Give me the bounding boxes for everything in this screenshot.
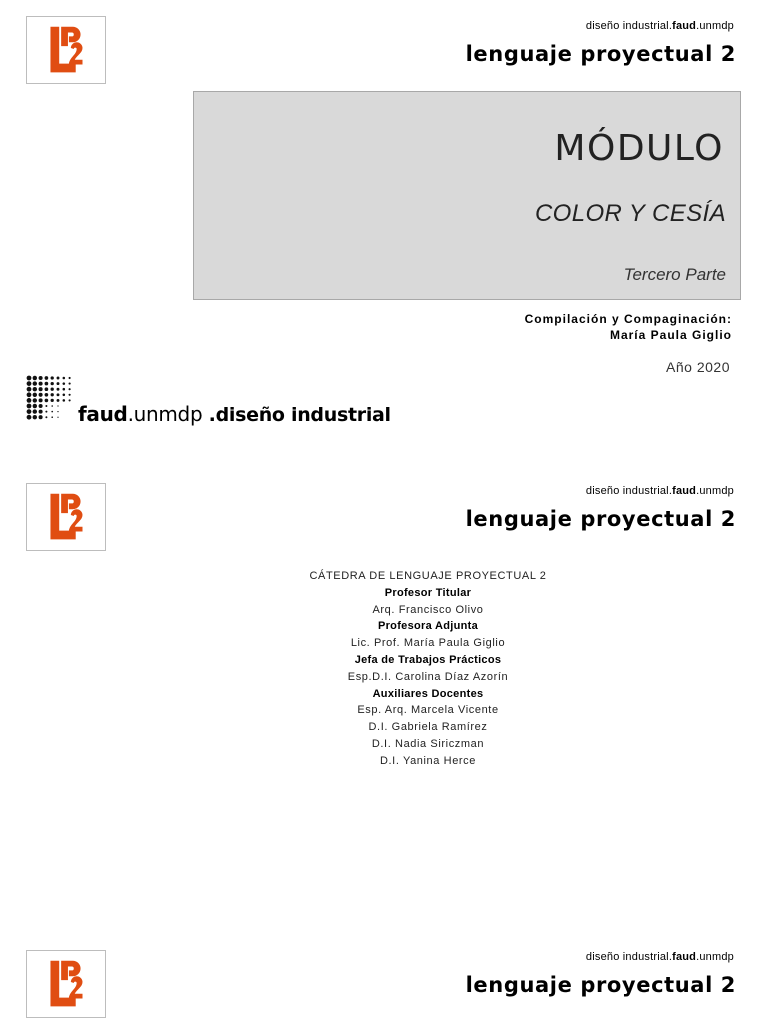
credits-role: Profesor Titular: [384, 586, 472, 599]
faud-dot: [33, 387, 37, 391]
faud-dot: [39, 415, 43, 419]
header-dept-suffix: .unmdp: [696, 20, 734, 32]
credits-role: Jefa de Trabajos Prácticos: [354, 653, 502, 666]
faud-dot: [57, 388, 60, 391]
credits-person: Lic. Prof. María Paula Giglio: [350, 637, 506, 650]
faud-dot: [39, 387, 43, 391]
faud-dot: [45, 416, 47, 418]
faud-dot: [27, 392, 32, 397]
faculty-credits: [200, 568, 656, 770]
faud-dot: [27, 409, 32, 414]
credits-role: Profesora Adjunta: [377, 620, 479, 633]
header-department: [586, 485, 734, 497]
faud-logo-text: [78, 402, 391, 426]
faud-logo: [26, 375, 426, 425]
credits-person: D.I. Yanina Herce: [379, 754, 476, 767]
faud-dot: [33, 409, 37, 413]
faud-logo-suffix: .diseño industrial: [202, 404, 391, 426]
faud-dot: [51, 416, 53, 418]
header-dept-bold: faud: [672, 485, 697, 497]
faud-dot: [45, 387, 49, 391]
faud-dot: [33, 376, 37, 380]
faud-dot: [39, 376, 43, 380]
module-title-rest: ÓDULO: [586, 128, 724, 169]
faud-dot: [27, 398, 32, 403]
faud-logo-bold: faud: [78, 402, 128, 426]
page-title: lenguaje proyectual 2: [465, 507, 736, 531]
faud-dot: [27, 376, 32, 381]
faud-dot: [39, 382, 43, 386]
faud-dot: [57, 417, 58, 418]
faud-dot: [27, 415, 32, 420]
credits-heading: CÁTEDRA DE LENGUAJE PROYECTUAL 2: [309, 570, 547, 582]
faud-dot: [57, 411, 58, 412]
faud-dot: [39, 393, 43, 397]
faud-dot: [51, 382, 54, 385]
faud-dot: [33, 404, 37, 408]
header-dept-bold: faud: [672, 951, 697, 963]
year-label: Año 2020: [666, 359, 730, 375]
faud-dot: [69, 383, 71, 385]
faud-dot: [45, 382, 49, 386]
page-title: lenguaje proyectual 2: [465, 42, 736, 66]
faud-dot: [57, 405, 58, 406]
compilation-credit: [525, 311, 732, 343]
faud-dot: [63, 394, 66, 397]
module-box: [193, 91, 741, 300]
faud-dot: [33, 393, 37, 397]
faud-dot: [69, 377, 71, 379]
header-dept-text: diseño industrial.: [585, 951, 673, 963]
header-dept-suffix: .unmdp: [696, 951, 734, 963]
faud-dot: [45, 393, 49, 397]
module-title-first: M: [554, 128, 587, 169]
faud-dots-icon: [26, 375, 76, 421]
faud-dot: [39, 398, 43, 402]
header-dept-text: diseño industrial.: [585, 485, 673, 497]
faud-dot: [45, 376, 49, 380]
compilation-label: Compilación y Compaginación:: [524, 312, 732, 326]
faud-dot: [63, 377, 66, 380]
lp2-logo-icon: [26, 483, 106, 551]
faud-dot: [27, 404, 32, 409]
faud-dot: [63, 388, 66, 391]
header-department: [586, 951, 734, 963]
faud-dot: [27, 387, 32, 392]
lp2-logo-icon: [26, 16, 106, 84]
faud-dot: [69, 394, 71, 396]
faud-dot: [57, 377, 60, 380]
faud-dot: [57, 382, 60, 385]
faud-dot: [39, 404, 43, 408]
page-title: lenguaje proyectual 2: [465, 973, 736, 997]
faud-dot: [63, 382, 66, 385]
header-department: [586, 20, 734, 32]
compilation-name: María Paula Giglio: [609, 328, 732, 342]
header-dept-bold: faud: [672, 20, 697, 32]
faud-dot: [57, 393, 60, 396]
faud-dot: [33, 398, 37, 402]
faud-dot: [51, 393, 54, 396]
faud-dot: [51, 388, 54, 391]
credits-person: D.I. Gabriela Ramírez: [368, 721, 488, 734]
header-dept-suffix: .unmdp: [696, 485, 734, 497]
faud-dot: [51, 376, 54, 379]
header-dept-text: diseño industrial.: [585, 20, 673, 32]
faud-dot: [33, 415, 37, 419]
faud-dot: [33, 381, 37, 385]
credits-person: Arq. Francisco Olivo: [372, 603, 484, 616]
faud-dot: [39, 410, 43, 414]
credits-person: D.I. Nadia Siriczman: [371, 737, 485, 750]
credits-role: Auxiliares Docentes: [372, 687, 484, 700]
faud-dot: [45, 399, 49, 403]
faud-dot: [63, 399, 66, 402]
faud-dot: [69, 399, 71, 401]
faud-dot: [51, 399, 54, 402]
faud-dot: [27, 381, 32, 386]
faud-dot: [45, 411, 47, 413]
lp2-logo-icon: [26, 950, 106, 1018]
faud-dot: [51, 405, 53, 407]
faud-logo-rest: .unmdp: [127, 402, 203, 426]
faud-dot: [45, 405, 47, 407]
module-subtitle: COLOR Y CESÍA: [534, 200, 726, 227]
faud-dot: [57, 399, 60, 402]
faud-dot: [69, 388, 71, 390]
credits-person: Esp. Arq. Marcela Vicente: [357, 704, 499, 717]
credits-person: Esp.D.I. Carolina Díaz Azorín: [347, 670, 509, 683]
faud-dot: [51, 411, 53, 413]
module-title: [554, 128, 724, 169]
module-part: Tercero Parte: [623, 265, 726, 284]
